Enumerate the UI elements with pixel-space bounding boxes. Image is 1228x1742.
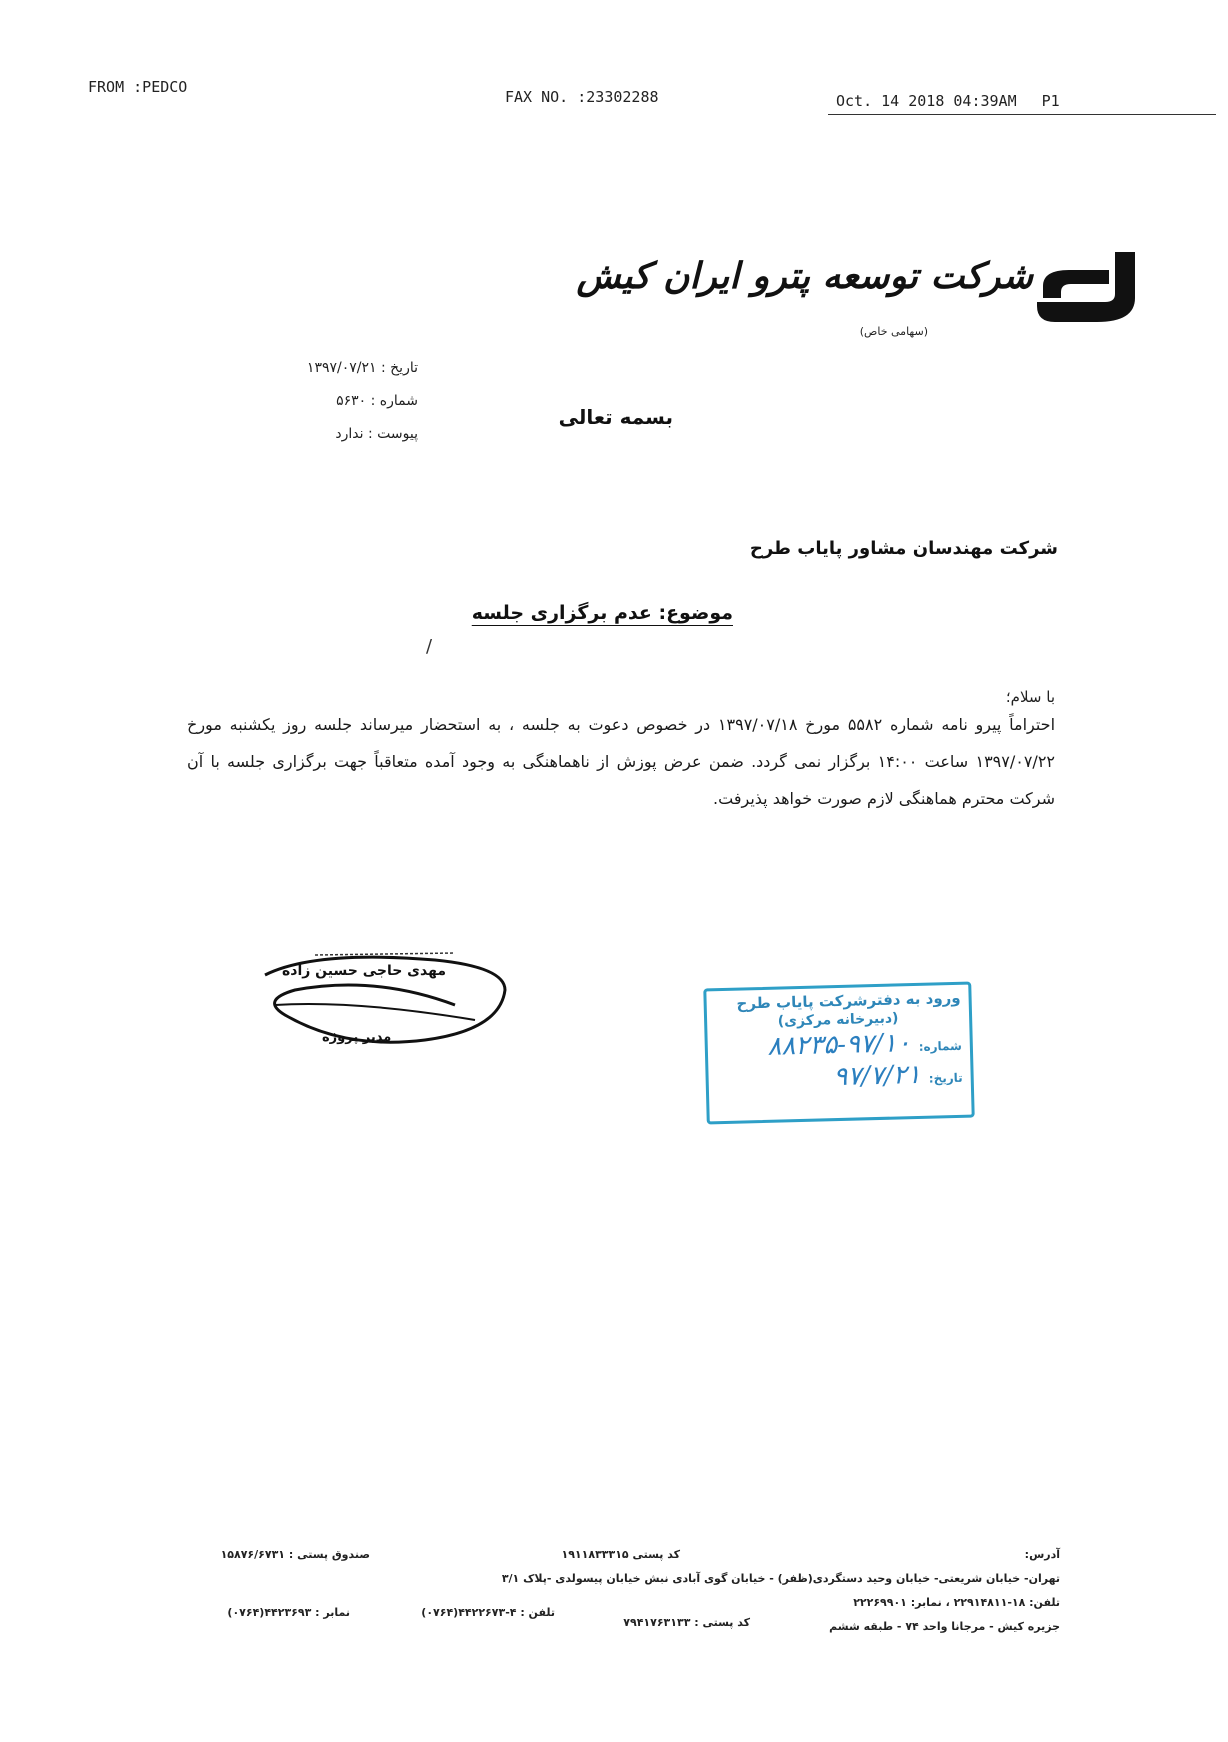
stamp-subtitle: (دبیرخانه مرکزی) — [777, 1010, 899, 1030]
fax-from: FROM :PEDCO — [88, 78, 188, 96]
stamp-number-value: ۸۸۲۳۵-۹۷/۱۰ — [767, 1028, 912, 1062]
subject: موضوع: عدم برگزاری جلسه — [471, 602, 733, 624]
footer-fax-2: نمابر : ۴۴۲۳۶۹۳(۰۷۶۴) — [227, 1606, 350, 1619]
company-type: (سهامی خاص) — [859, 325, 928, 338]
letter-body: احتراماً پیرو نامه شماره ۵۵۸۲ مورخ ۱۳۹۷/۰۷/۱۸ در خصوص دعوت به جلسه ، به استحضار میرساند جلسه روز یکشنبه مورخ ۱۳۹۷/۰۷/۲۲ ساعت ۱۴:۰۰ برگزار نمی گردد. ضمن عرض پوزش از ناهماهنگی به وجود آمده متعاقباً جهت برگزاری جلسه با آن شرکت محترم هماهنگی لازم صورت خواهد پذیرفت. — [187, 715, 1056, 808]
fax-page: P1 — [1041, 92, 1060, 110]
meta-date-row — [238, 352, 418, 385]
meta-number-value: ۵۶۳۰ — [336, 393, 367, 409]
fax-number: FAX NO. :23302288 — [505, 88, 659, 106]
fax-date-line — [828, 92, 1216, 115]
stamp-number-label: شماره: — [918, 1038, 963, 1054]
meta-number-row — [238, 385, 418, 418]
footer-phone-2: تلفن : ۴-۴۴۲۲۶۷۳(۰۷۶۴) — [421, 1606, 555, 1619]
received-stamp — [703, 982, 974, 1125]
company-logo-icon — [1035, 250, 1145, 325]
basmala: بسمه تعالی — [558, 405, 673, 429]
footer-tehran-address: تهران- خیابان شریعتی- خیابان وحید دستگردی(ظفر) - خیابان گوی آبادی نبش خیابان پیسولدی -پلاک ۳/۱ — [501, 1572, 1060, 1585]
meta-date-value: ۱۳۹۷/۰۷/۲۱ — [306, 360, 377, 376]
letter-meta — [238, 352, 418, 451]
stamp-title: ورود به دفترشرکت پایاب طرح — [736, 988, 961, 1013]
footer-postal-code-2: کد پستی : ۷۹۴۱۷۶۳۱۳۳ — [623, 1616, 750, 1629]
stamp-date-label: تاریخ: — [928, 1070, 963, 1086]
signer-name: مهدی حاجی حسین زاده — [282, 963, 447, 979]
fax-date: Oct. 14 2018 04:39AM — [836, 92, 1017, 110]
stamp-number-row — [715, 1027, 962, 1063]
footer-postal-code-1: کد پستی ۱۹۱۱۸۳۳۳۱۵ — [561, 1548, 680, 1561]
recipient: شرکت مهندسان مشاور پایاب طرح — [749, 538, 1058, 559]
stamp-date-row — [716, 1059, 963, 1095]
footer-address-label: آدرس: — [1024, 1548, 1060, 1561]
footer-kish-address: جزیره کیش - مرجانا واحد ۷۴ - طبقه ششم — [829, 1620, 1060, 1633]
salutation: با سلام؛ — [1005, 688, 1055, 706]
meta-date-label: تاریخ : — [380, 360, 418, 376]
stamp-date-value: ۹۷/۷/۲۱ — [833, 1059, 922, 1093]
company-name: شرکت توسعه پترو ایران کیش — [576, 255, 1033, 297]
meta-attachment-label: پیوست : — [368, 426, 418, 442]
footer-tehran-phone: تلفن: ۱۸-۲۲۹۱۴۸۱۱ ، نمابر: ۲۲۲۶۹۹۰۱ — [853, 1596, 1060, 1609]
signer-title: مدیر پروژه — [322, 1030, 392, 1045]
meta-number-label: شماره : — [370, 393, 418, 409]
meta-attachment-row — [238, 418, 418, 451]
footer-pobox: صندوق پستی : ۱۵۸۷۶/۶۷۳۱ — [220, 1548, 370, 1561]
stray-mark: / — [426, 636, 433, 657]
meta-attachment-value: ندارد — [335, 426, 364, 442]
